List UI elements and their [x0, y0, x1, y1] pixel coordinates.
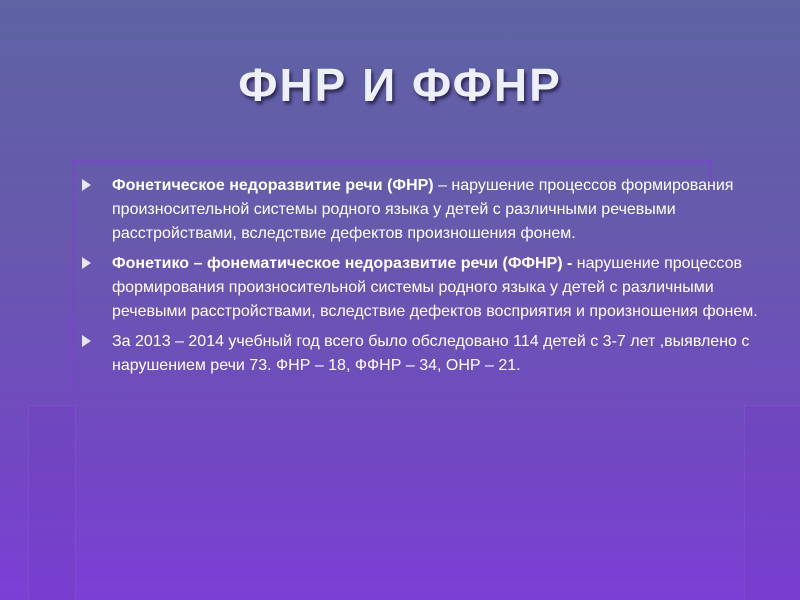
decorative-box-right	[744, 405, 800, 600]
definition-text: нарушение процессов формирования произносительной системы родного языка у детей с различными речевыми расстройствами, вследствие дефектов восприятия и произношения фонем.	[112, 255, 758, 320]
decorative-box-left	[28, 405, 76, 600]
triangle-bullet-icon	[82, 179, 91, 191]
triangle-bullet-icon	[82, 257, 91, 269]
list-item	[82, 174, 758, 246]
list-item	[82, 330, 758, 378]
definition-text: – нарушение процессов формирования произносительной системы родного языка у детей с различными речевыми расстройствами, вследствие дефектов произношения фонем.	[112, 177, 734, 242]
term-label: Фонетико – фонематическое недоразвитие речи (ФФНР) -	[112, 255, 573, 272]
triangle-bullet-icon	[82, 335, 91, 347]
slide-content	[82, 174, 758, 384]
list-item	[82, 252, 758, 324]
term-label: Фонетическое недоразвитие речи (ФНР)	[112, 177, 434, 194]
decorative-line-horizontal	[72, 160, 712, 164]
statistics-text: За 2013 – 2014 учебный год всего было обследовано 114 детей с 3-7 лет ,выявлено с нарушением речи 73. ФНР – 18, ФФНР – 34, ОНР – 21.	[112, 333, 750, 374]
slide-title: ФНР И ФФНР	[238, 59, 562, 111]
